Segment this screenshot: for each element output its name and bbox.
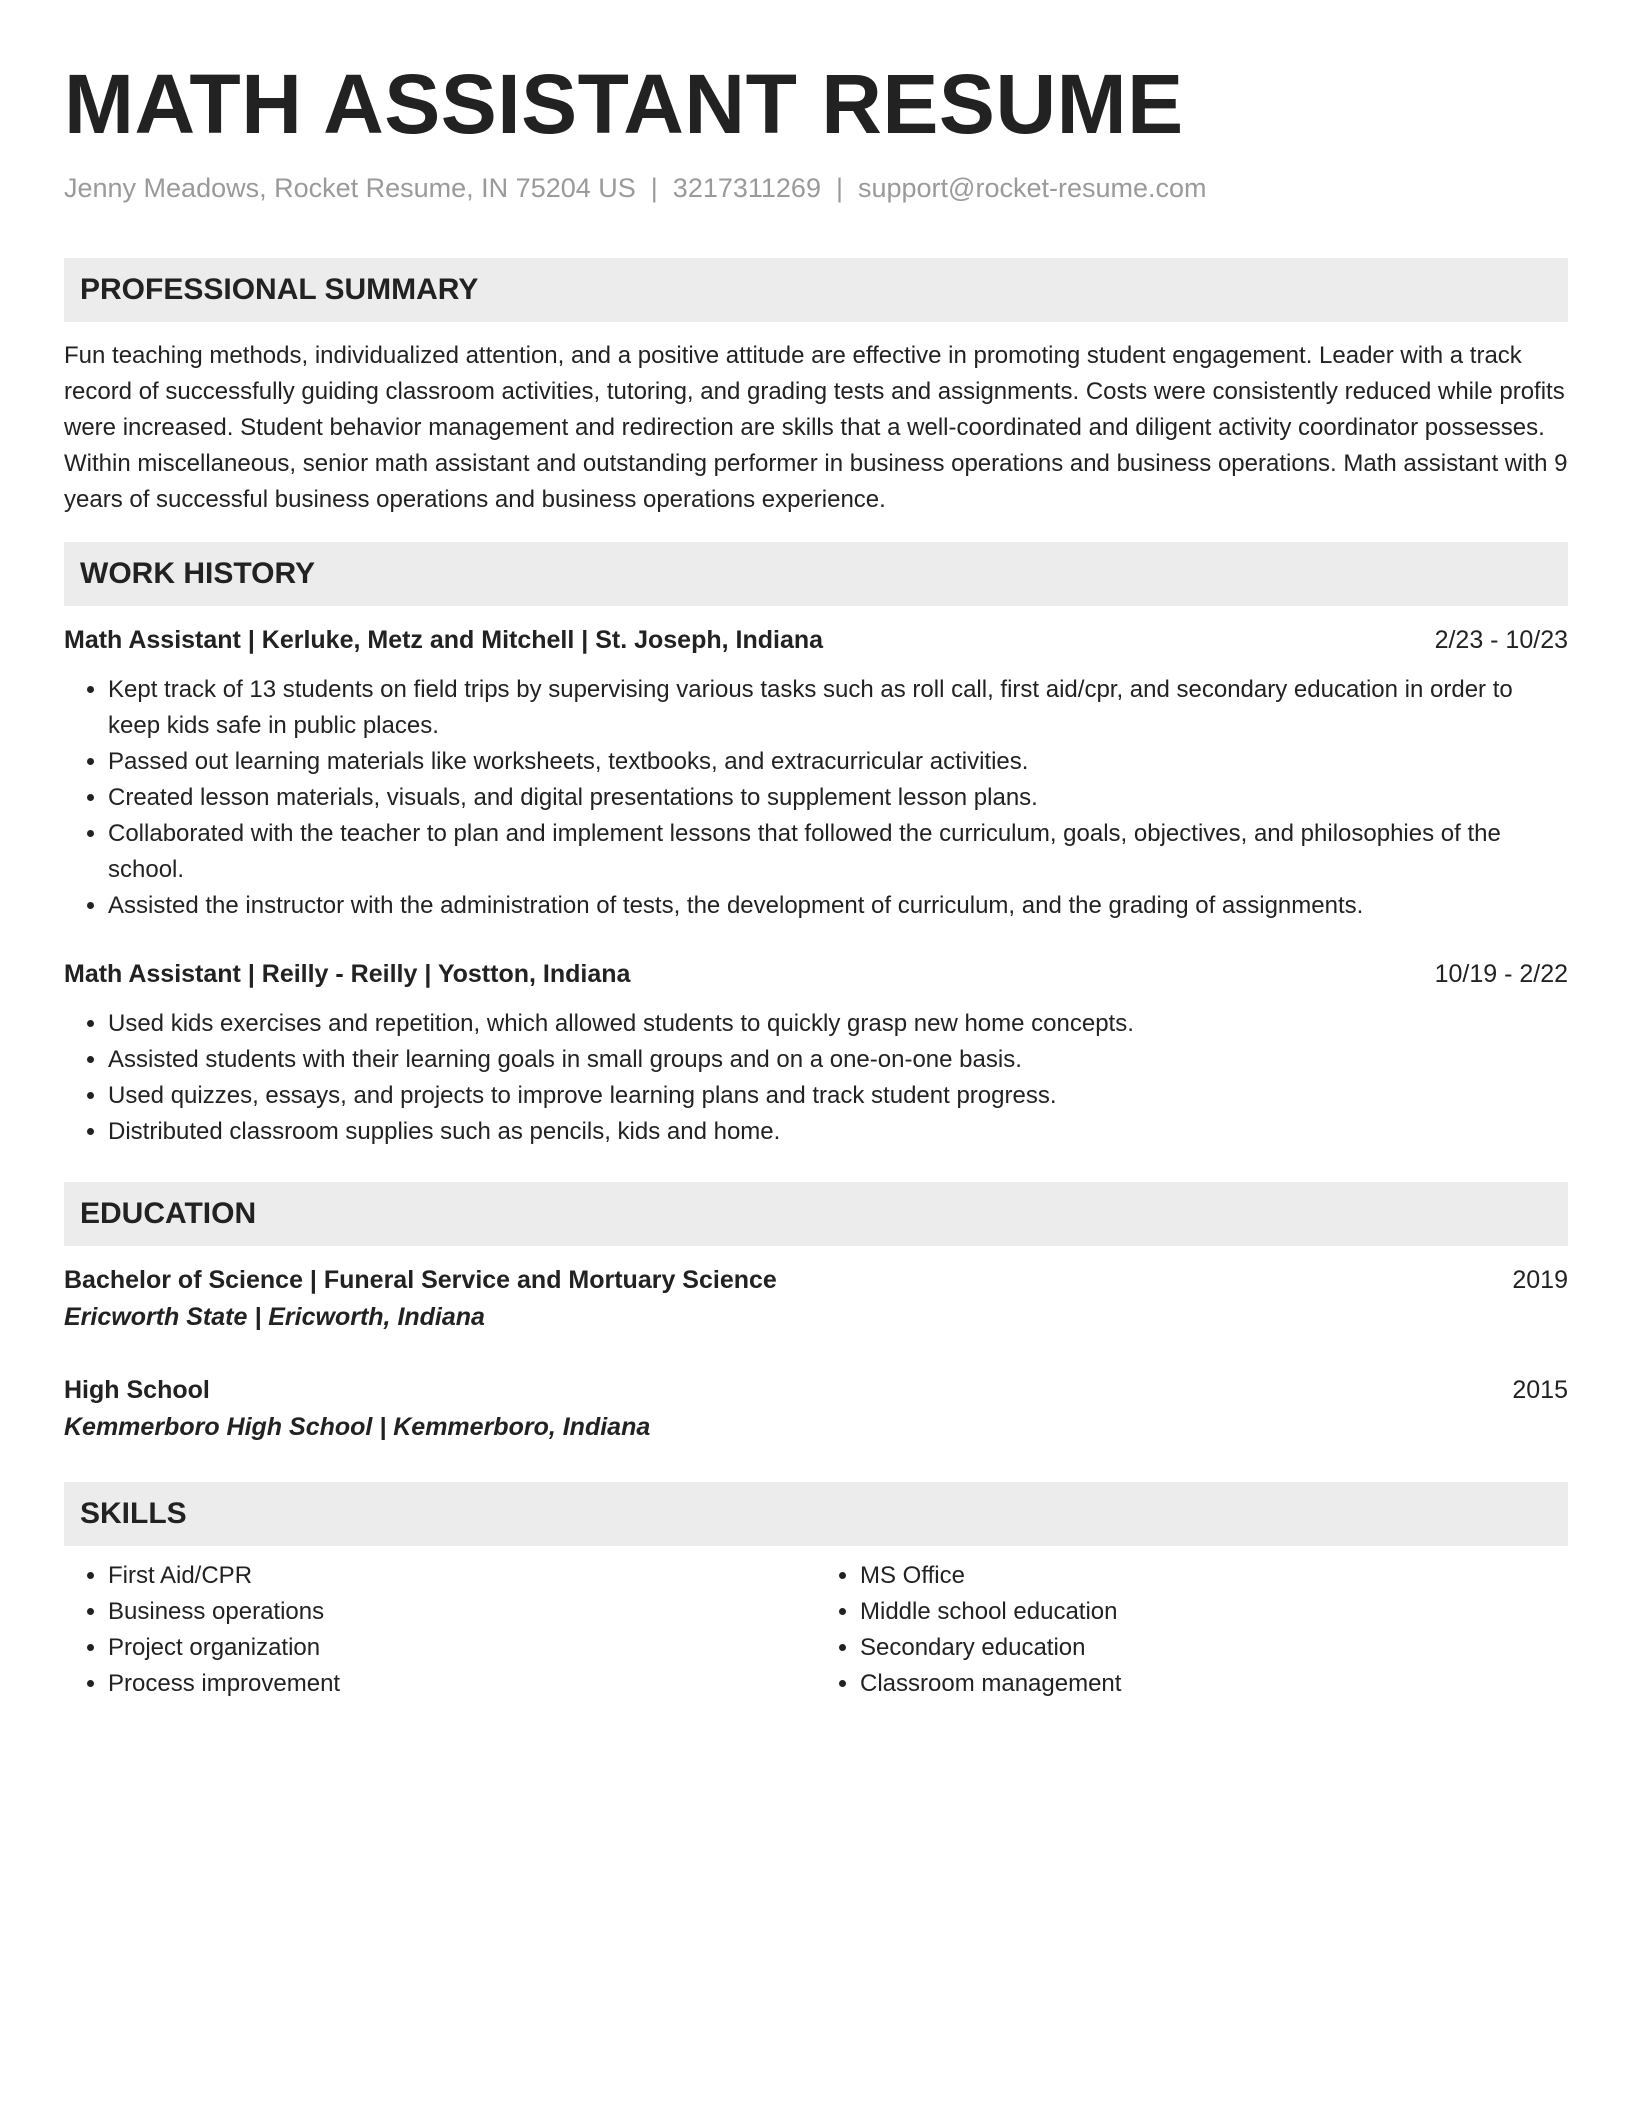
job-entry	[64, 956, 1568, 1150]
education-degree: Bachelor of Science | Funeral Service and Mortuary Science	[64, 1266, 777, 1294]
job-dates: 10/19 - 2/22	[1434, 960, 1568, 988]
list-item: • Distributed classroom supplies such as pencils, kids and home.	[108, 1114, 1568, 1150]
job-bullets	[64, 672, 1568, 924]
job-header	[64, 956, 1568, 992]
education-entry	[64, 1372, 1568, 1446]
list-item: • Classroom management	[860, 1666, 1568, 1702]
list-item: • Project organization	[108, 1630, 816, 1666]
list-item: • Used kids exercises and repetition, which allowed students to quickly grasp new home concepts.	[108, 1006, 1568, 1042]
education-degree: High School	[64, 1376, 210, 1404]
list-item: • Secondary education	[860, 1630, 1568, 1666]
list-item: • MS Office	[860, 1558, 1568, 1594]
summary-heading: PROFESSIONAL SUMMARY	[64, 258, 1568, 322]
job-dates: 2/23 - 10/23	[1434, 626, 1568, 654]
education-header	[64, 1372, 1568, 1408]
list-item: • Assisted students with their learning goals in small groups and on a one-on-one basis.	[108, 1042, 1568, 1078]
skills-columns	[64, 1558, 1568, 1702]
summary-text: Fun teaching methods, individualized attention, and a positive attitude are effective in promoting student engagement. Leader with a track record of successfully guiding classroom activities, tutoring, and grading tests and assignments. Costs were consistently reduced while profits were increased. Student behavior management and redirection are skills that a well-coordinated and diligent activity coordinator possesses. Within miscellaneous, senior math assistant and outstanding performer in business operations and business operations. Math assistant with 9 years of successful business operations and business operations experience.	[64, 342, 1568, 513]
education-year: 2015	[1512, 1376, 1568, 1404]
education-heading: EDUCATION	[64, 1182, 1568, 1246]
job-title: Math Assistant | Reilly - Reilly | Yostton, Indiana	[64, 960, 631, 988]
list-item: • Assisted the instructor with the administration of tests, the development of curriculum, and the grading of assignments.	[108, 888, 1568, 924]
skills-list-right	[816, 1558, 1568, 1702]
list-item: • Collaborated with the teacher to plan and implement lessons that followed the curriculum, goals, objectives, and philosophies of the school.	[108, 816, 1568, 888]
education-school: Kemmerboro High School | Kemmerboro, Indiana	[64, 1413, 651, 1441]
education-year: 2019	[1512, 1266, 1568, 1294]
list-item: • Middle school education	[860, 1594, 1568, 1630]
list-item: • Created lesson materials, visuals, and digital presentations to supplement lesson plans.	[108, 780, 1568, 816]
education-entry	[64, 1262, 1568, 1336]
list-item: • First Aid/CPR	[108, 1558, 816, 1594]
job-entry	[64, 622, 1568, 924]
job-header	[64, 622, 1568, 658]
skills-heading: SKILLS	[64, 1482, 1568, 1546]
work-history-heading: WORK HISTORY	[64, 542, 1568, 606]
list-item: • Process improvement	[108, 1666, 816, 1702]
contact-phone: 3217311269	[672, 173, 821, 203]
education-school: Ericworth State | Ericworth, Indiana	[64, 1303, 485, 1331]
contact-address: Jenny Meadows, Rocket Resume, IN 75204 US	[64, 173, 636, 203]
list-item: • Passed out learning materials like worksheets, textbooks, and extracurricular activities.	[108, 744, 1568, 780]
skills-list-left	[64, 1558, 816, 1702]
list-item: • Kept track of 13 students on field trips by supervising various tasks such as roll call, first aid/cpr, and secondary education in order to keep kids safe in public places.	[108, 672, 1568, 744]
contact-email: support@rocket-resume.com	[857, 173, 1207, 203]
list-item: • Business operations	[108, 1594, 816, 1630]
resume-title: MATH ASSISTANT RESUME	[64, 57, 1184, 151]
contact-separator: |	[835, 173, 843, 203]
job-title: Math Assistant | Kerluke, Metz and Mitchell | St. Joseph, Indiana	[64, 626, 824, 654]
education-header	[64, 1262, 1568, 1298]
job-bullets	[64, 1006, 1568, 1150]
list-item: • Used quizzes, essays, and projects to improve learning plans and track student progress.	[108, 1078, 1568, 1114]
contact-separator: |	[650, 173, 658, 203]
contact-line	[64, 170, 1568, 206]
